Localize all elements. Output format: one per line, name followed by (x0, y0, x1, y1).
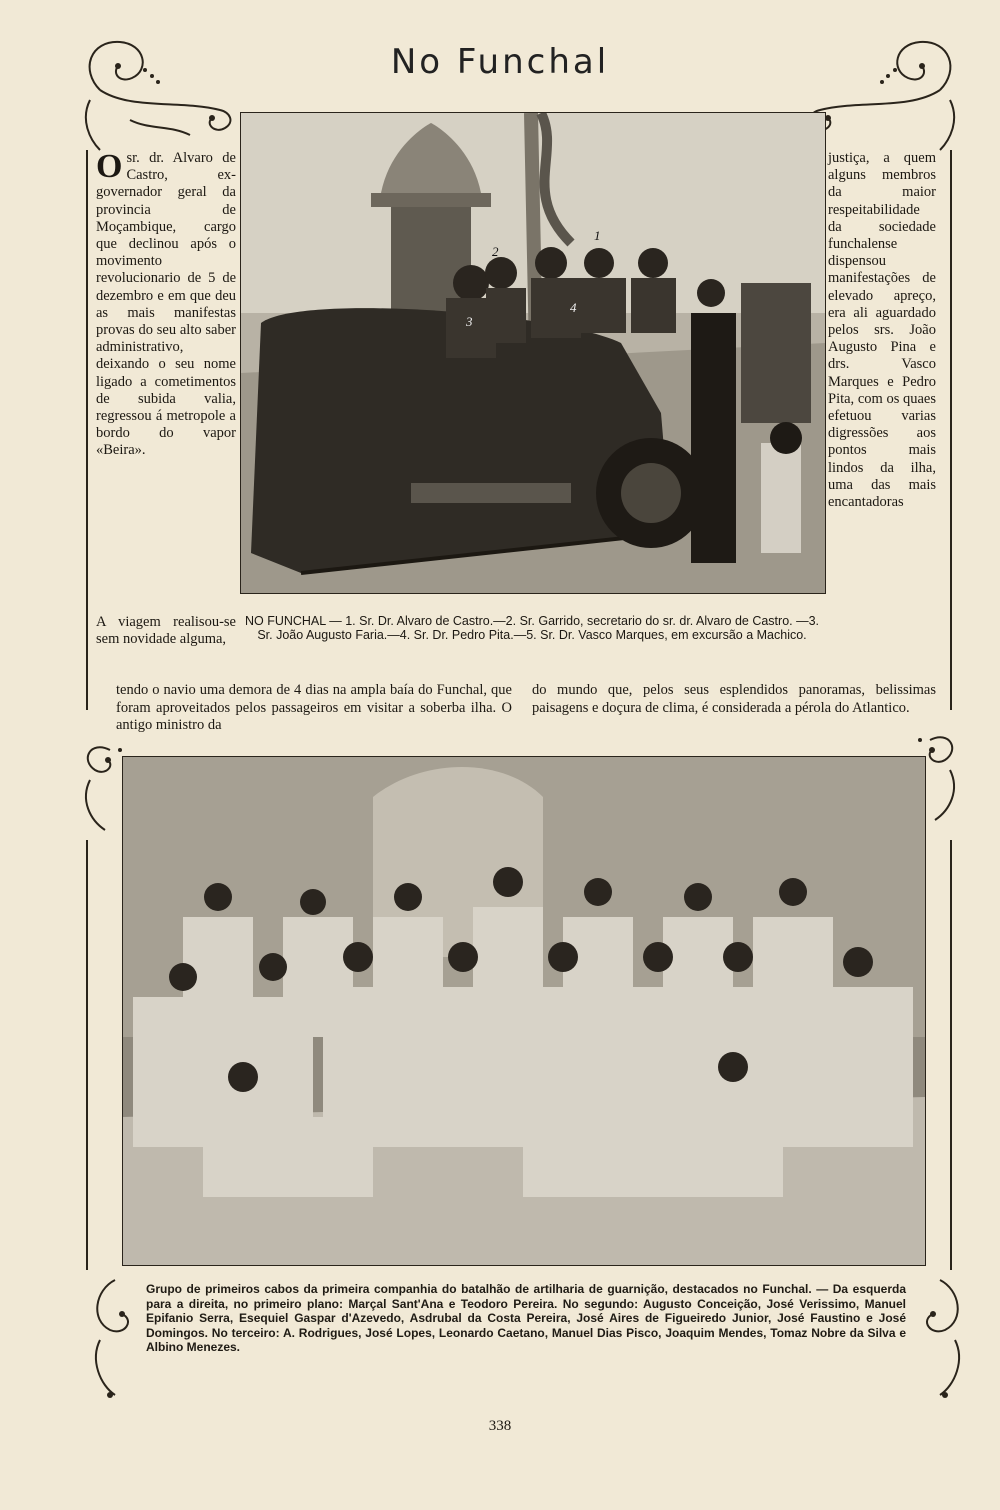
right-frame-line (950, 150, 952, 710)
page-number: 338 (488, 1418, 512, 1434)
article-left-column (96, 150, 236, 460)
mid-left-scroll-ornament (70, 730, 130, 840)
photo-marker-1: 1 (594, 228, 601, 243)
car-photo (240, 112, 826, 594)
drop-cap: O (96, 148, 123, 185)
group-photo-caption: Grupo de primeiros cabos da primeira companhia do batalhão de artilharia de guarnição, destacados no Funchal. — Da esquerda para a direita, no primeiro plano: Marçal Sant'Ana e Teodoro Pereira. No segundo: Augusto Conceição, José Verissimo, Manuel Epifanio Serra, Esequiel Gaspar d'Azevedo, Asdrubal da Costa Pereira, José Aires de Figueiredo Junior, José Faustino e José Domingos. No terceiro: A. Rodrigues, José Lopes, Leonardo Caetano, Manuel Dias Pisco, Joaquim Mendes, Tomaz Nobre da Silva e Albino Menezes. (146, 1282, 906, 1354)
car-photo-caption: NO FUNCHAL — 1. Sr. Dr. Alvaro de Castro.—2. Sr. Garrido, secretario do sr. dr. Alvaro de Castro. —3. Sr. João Augusto Faria.—4. Sr. Dr. Pedro Pita.—5. Sr. Dr. Vasco Marques, em excursão a Machico. (244, 614, 820, 642)
lower-right-frame-line (950, 840, 952, 1270)
top-left-scroll-ornament (70, 30, 240, 160)
article-left-continuation: A viagem realisou-se sem novidade alguma, (96, 614, 236, 648)
article-left-text: sr. dr. Alvaro de Castro, ex-governador geral da provincia de Moçambique, cargo que declinou após o movimento revolucionario de 5 de dezembro e em que deu as mais manifestas provas do seu alto saber administrativo, deixando o seu nome ligado a cometimentos de subida valia, regressou á metropole a bordo do vapor «Beira». (96, 150, 236, 459)
car-photo-illustration (241, 113, 825, 593)
article-right-column: justiça, a quem alguns membros da maior respeitabilidade da sociedade funchalense dispensou manifestações de elevado apreço, era ali aguardado pelos srs. João Augusto Pina e drs. Vasco Marques e Pedro Pita, com os quaes efetuou varias digressões aos pontos mais lindos da ilha, uma das mais encantadoras (828, 150, 936, 511)
page-title: No Funchal (390, 42, 610, 82)
article-bottom-left: tendo o navio uma demora de 4 dias na ampla baía do Funchal, que foram aproveitados pelos passageiros em visitar a soberba ilha. O antigo ministro da (116, 682, 512, 733)
group-photo (122, 756, 926, 1266)
bottom-right-scroll-ornament (905, 1270, 975, 1400)
article-bottom-right: do mundo que, pelos seus esplendidos panoramas, belissimas paisagens e doçura de clima, é considerada a pérola do Atlantico. (532, 682, 936, 716)
group-photo-illustration (123, 757, 925, 1265)
lower-left-frame-line (86, 840, 88, 1270)
photo-marker-4: 4 (570, 300, 577, 315)
photo-marker-2: 2 (492, 244, 499, 259)
photo-marker-3: 3 (466, 314, 473, 329)
bottom-left-scroll-ornament (80, 1270, 150, 1400)
left-frame-line (86, 150, 88, 710)
